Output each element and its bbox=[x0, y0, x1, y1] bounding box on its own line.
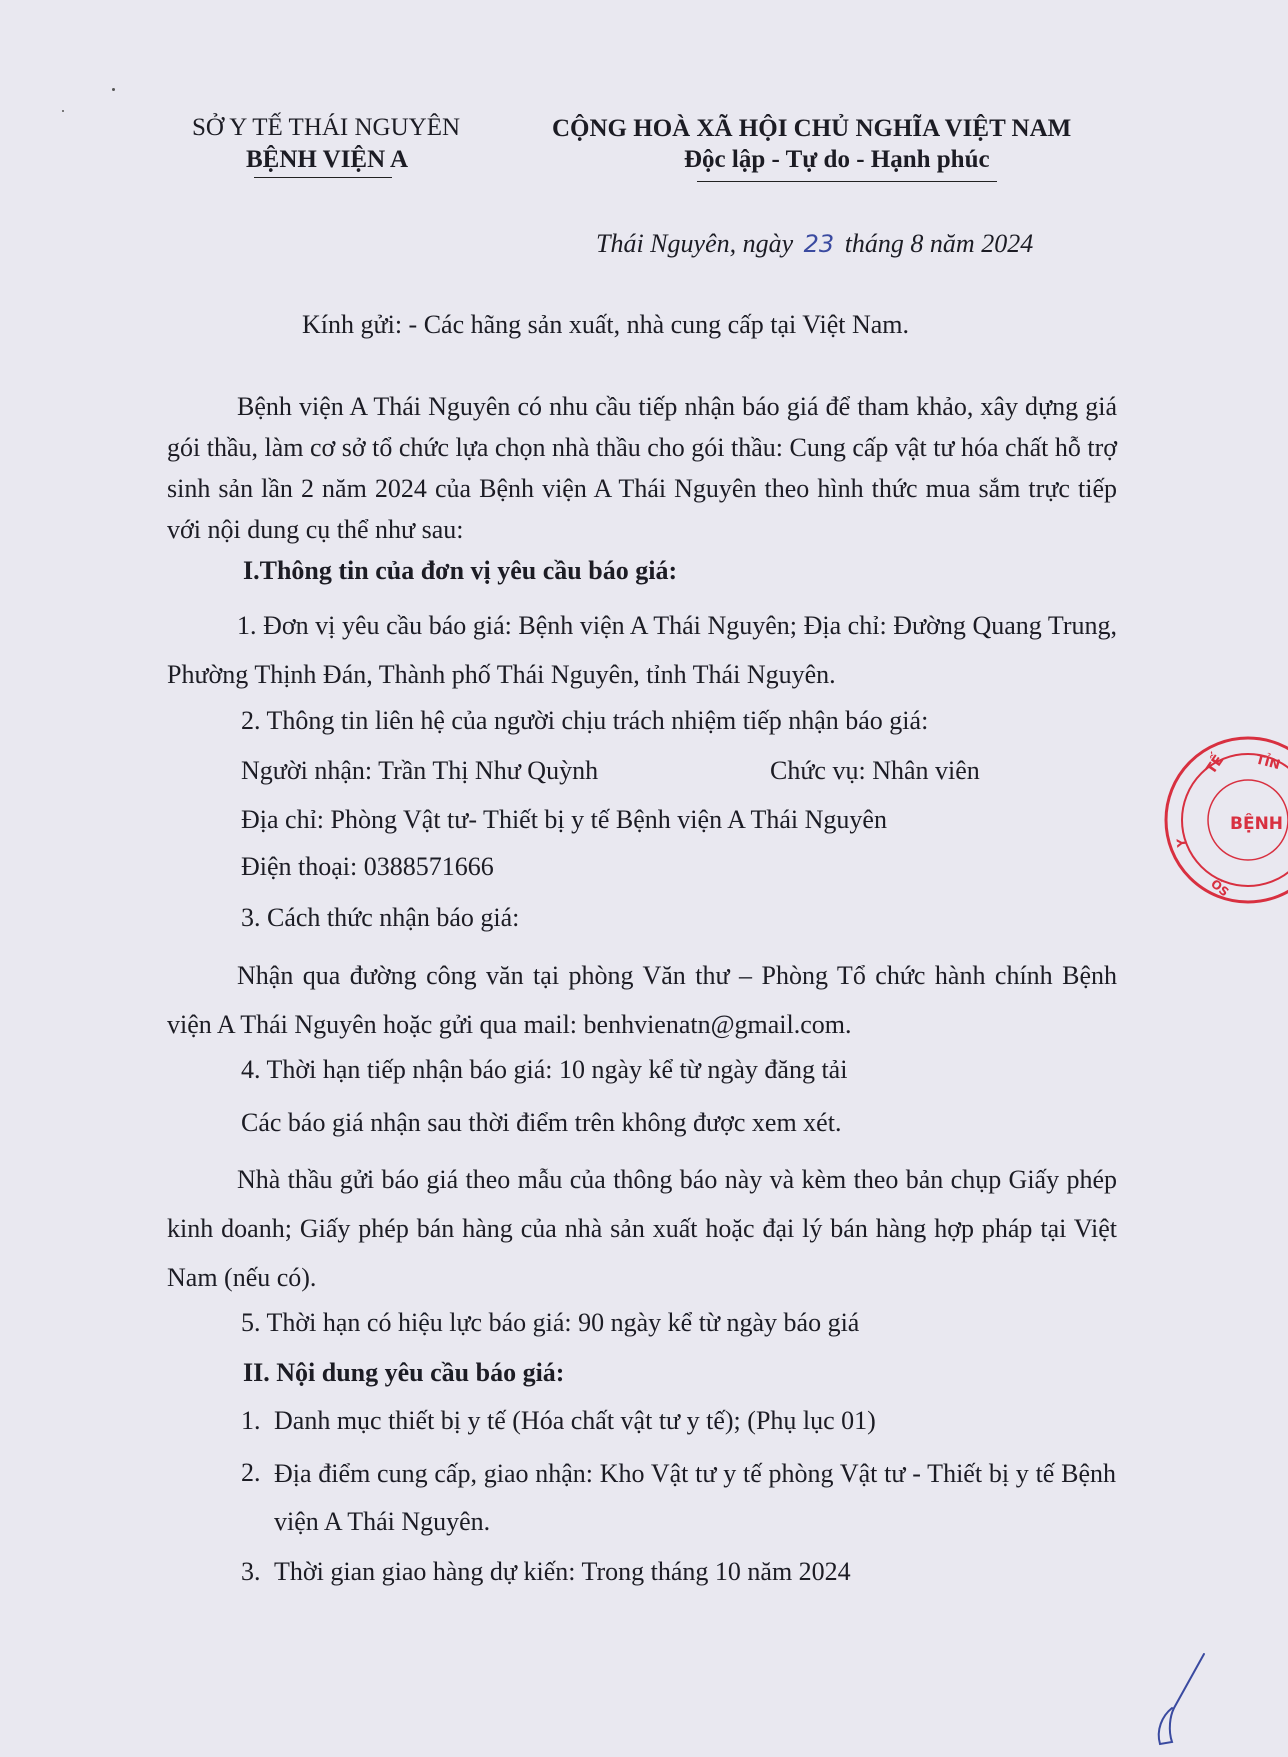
scan-speck bbox=[112, 88, 115, 91]
contractor-note bbox=[167, 1155, 1117, 1302]
section-2-item-3-text: Thời gian giao hàng dự kiến: Trong tháng 10 năm 2024 bbox=[274, 1557, 851, 1586]
intro-text: Bệnh viện A Thái Nguyên có nhu cầu tiếp nhận báo giá để tham khảo, xây dựng giá gói thầu, làm cơ sở tổ chức lựa chọn nhà thầu cho gói thầu: Cung cấp vật tư hóa chất hỗ trợ sinh sản lần 2 năm 2024 của Bệnh viện A Thái Nguyên theo hình thức mua sắm trực tiếp với nội dung cụ thể như sau: bbox=[167, 392, 1117, 544]
section-1-heading: I.Thông tin của đơn vị yêu cầu báo giá: bbox=[243, 556, 678, 585]
date-line bbox=[596, 229, 1033, 259]
stamp-text-tinh: TỈN bbox=[1253, 752, 1282, 774]
recipient-name: Người nhận: Trần Thị Như Quỳnh bbox=[241, 756, 599, 785]
section-1-item-5: 5. Thời hạn có hiệu lực báo giá: 90 ngày kể từ ngày báo giá bbox=[241, 1308, 860, 1337]
section-2-item-2-text: Địa điểm cung cấp, giao nhận: Kho Vật tư y tế phòng Vật tư - Thiết bị y tế Bệnh viện A Thái Nguyên. bbox=[274, 1459, 1116, 1536]
section-1-item-1 bbox=[167, 601, 1117, 699]
agency-name: SỞ Y TẾ THÁI NGUYÊN bbox=[192, 114, 461, 141]
section-1-item-4: 4. Thời hạn tiếp nhận báo giá: 10 ngày kể từ ngày đăng tải bbox=[241, 1055, 848, 1084]
national-title: CỘNG HOÀ XÃ HỘI CHỦ NGHĨA VIỆT NAM bbox=[552, 115, 1072, 142]
salutation: Kính gửi: - Các hãng sản xuất, nhà cung cấp tại Việt Nam. bbox=[302, 310, 910, 339]
contact-phone: Điện thoại: 0388571666 bbox=[241, 852, 494, 881]
section-2-heading: II. Nội dung yêu cầu báo giá: bbox=[243, 1358, 565, 1387]
national-motto: Độc lập - Tự do - Hạnh phúc bbox=[684, 146, 990, 173]
recipient-position: Chức vụ: Nhân viên bbox=[770, 756, 980, 785]
stamp-text-bottom: ÔS bbox=[1208, 876, 1232, 900]
section-1-item-1-text: 1. Đơn vị yêu cầu báo giá: Bệnh viện A Thái Nguyên; Địa chỉ: Đường Quang Trung, Phường Thịnh Đán, Thành phố Thái Nguyên, tỉnh Thái Nguyên. bbox=[167, 611, 1117, 689]
section-2-item-1-text: Danh mục thiết bị y tế (Hóa chất vật tư y tế); (Phụ lục 01) bbox=[274, 1406, 876, 1435]
section-2-item-2-number: 2. bbox=[241, 1458, 261, 1487]
stamp-text-te: TẾ bbox=[1203, 752, 1228, 778]
contractor-note-text: Nhà thầu gửi báo giá theo mẫu của thông báo này và kèm theo bản chụp Giấy phép kinh doanh; Giấy phép bán hàng của nhà sản xuất hoặc đại lý bán hàng hợp pháp tại Việt Nam (nếu có). bbox=[167, 1165, 1117, 1292]
hospital-name-underline bbox=[254, 177, 392, 178]
section-2-item-1-number: 1. bbox=[241, 1406, 261, 1435]
hospital-name: BỆNH VIỆN A bbox=[246, 146, 409, 173]
contact-address: Địa chỉ: Phòng Vật tư- Thiết bị y tế Bệnh viện A Thái Nguyên bbox=[241, 805, 887, 834]
red-seal-stamp bbox=[1148, 735, 1288, 935]
section-1-item-3-detail-text: Nhận qua đường công văn tại phòng Văn thư – Phòng Tổ chức hành chính Bệnh viện A Thái Nguyên hoặc gửi qua mail: benhvienatn@gmail.com. bbox=[167, 961, 1117, 1039]
section-1-item-3-detail bbox=[167, 951, 1117, 1049]
stamp-text-benh: BỆNH bbox=[1230, 814, 1284, 834]
section-2-item-3-number: 3. bbox=[241, 1557, 261, 1586]
section-1-item-3: 3. Cách thức nhận báo giá: bbox=[241, 903, 520, 932]
section-1-item-4-note: Các báo giá nhận sau thời điểm trên không được xem xét. bbox=[241, 1108, 842, 1137]
date-suffix: tháng 8 năm 2024 bbox=[844, 229, 1034, 258]
handwritten-initial-mark bbox=[1150, 1650, 1210, 1750]
national-motto-underline bbox=[697, 181, 997, 182]
scan-speck bbox=[62, 110, 64, 112]
section-1-item-2: 2. Thông tin liên hệ của người chịu trách nhiệm tiếp nhận báo giá: bbox=[241, 706, 929, 735]
intro-paragraph bbox=[167, 386, 1117, 550]
stamp-text-y: Y bbox=[1174, 838, 1189, 848]
date-prefix: Thái Nguyên, ngày bbox=[596, 229, 794, 258]
date-day-handwritten: 23 bbox=[803, 230, 835, 258]
